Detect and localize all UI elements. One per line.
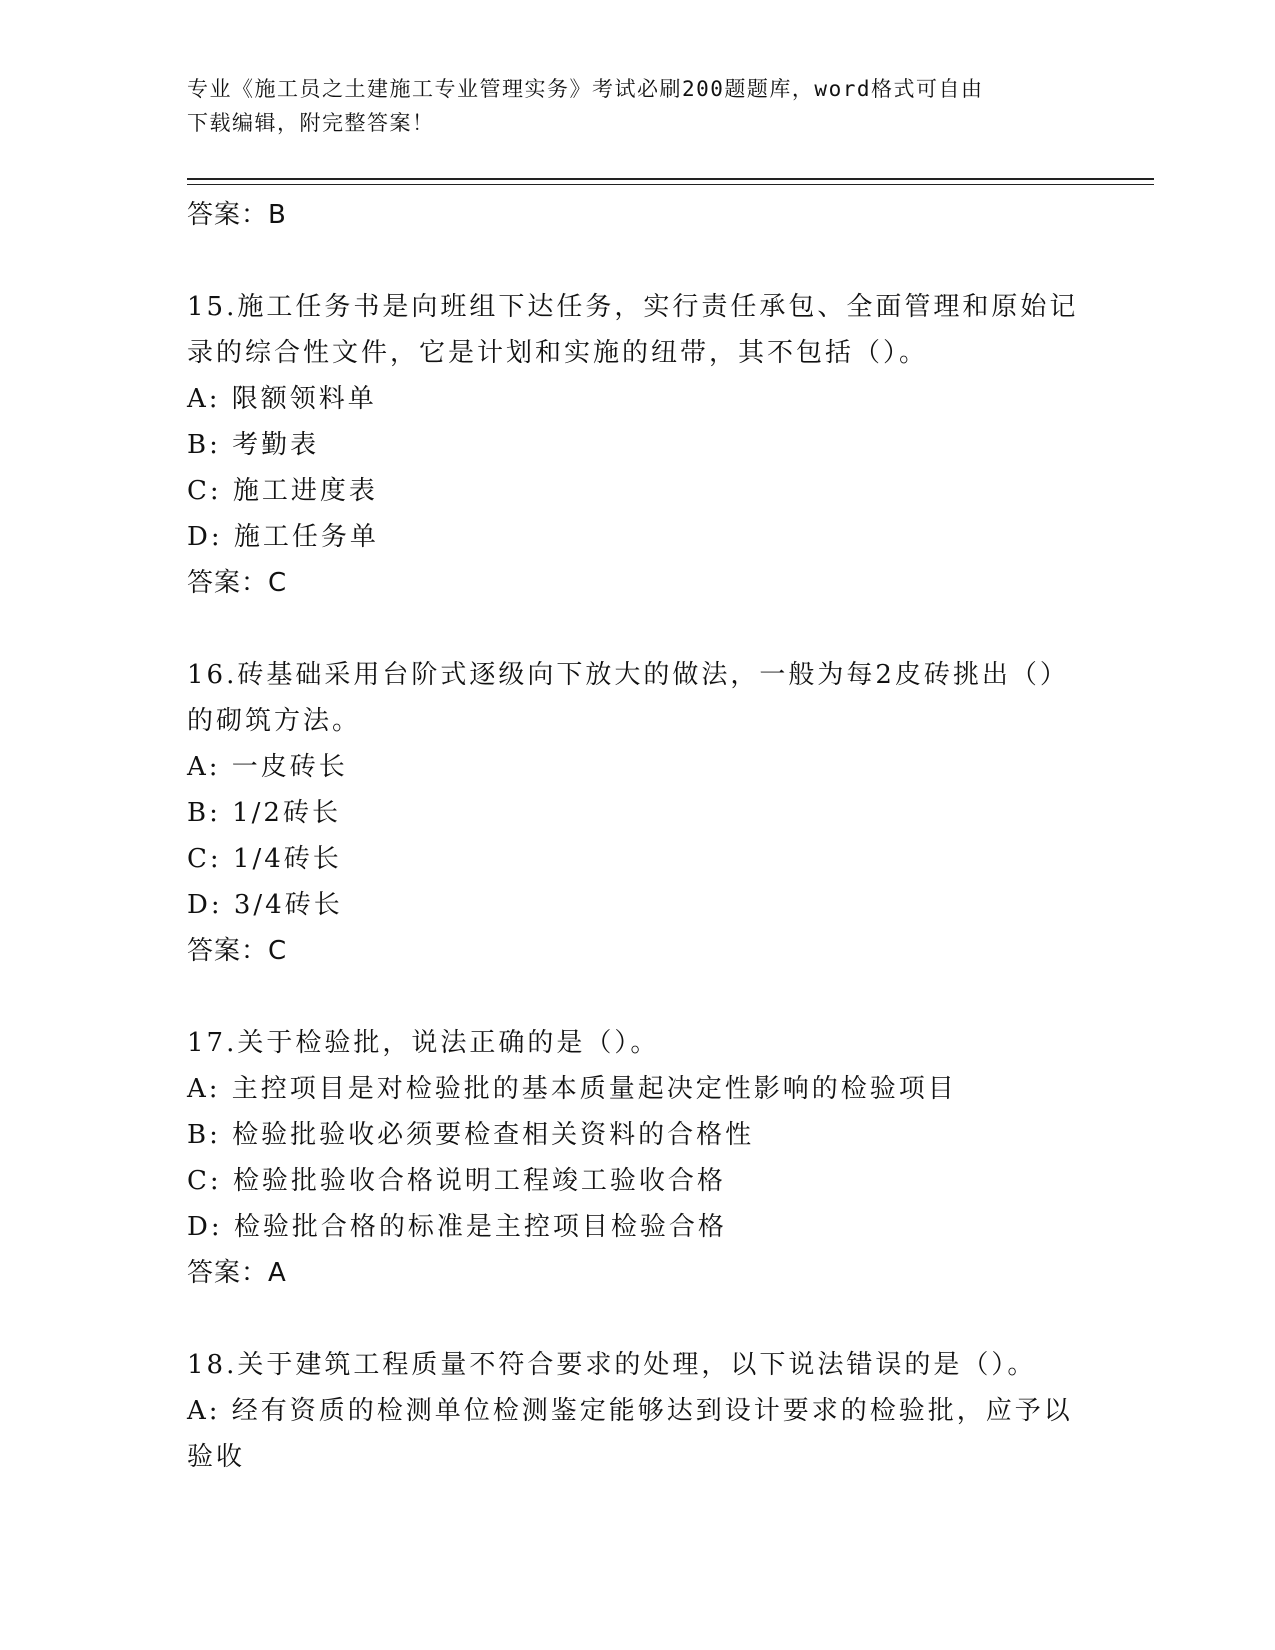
question-stem: 18.关于建筑工程质量不符合要求的处理，以下说法错误的是（）。 bbox=[187, 1350, 1037, 1380]
previous-answer: 答案：B bbox=[187, 200, 287, 230]
question-15 bbox=[187, 284, 1087, 606]
option-b: B: 1/2砖长 bbox=[187, 798, 341, 828]
question-18 bbox=[187, 1342, 1087, 1480]
option-a: A: 主控项目是对检验批的基本质量起决定性影响的检验项目 bbox=[187, 1074, 957, 1104]
option-a: A: 经有资质的检测单位检测鉴定能够达到设计要求的检验批，应予以 bbox=[187, 1396, 1073, 1426]
option-c: C: 1/4砖长 bbox=[187, 844, 342, 874]
option-d: D: 3/4砖长 bbox=[187, 890, 343, 920]
option-c: C: 施工进度表 bbox=[187, 476, 378, 506]
answer: 答案：C bbox=[187, 936, 288, 966]
question-stem: 录的综合性文件，它是计划和实施的纽带，其不包括（）。 bbox=[187, 338, 929, 368]
header-divider bbox=[187, 178, 1154, 180]
question-stem: 16.砖基础采用台阶式逐级向下放大的做法，一般为每2皮砖挑出（） bbox=[187, 660, 1069, 690]
document-header bbox=[187, 72, 1087, 140]
header-divider-thin bbox=[187, 184, 1154, 185]
header-line-2: 下载编辑，附完整答案！ bbox=[187, 111, 435, 135]
document-body bbox=[187, 192, 1087, 1480]
question-stem: 的砌筑方法。 bbox=[187, 706, 362, 736]
option-a: A: 限额领料单 bbox=[187, 384, 377, 414]
header-line-1: 专业《施工员之土建施工专业管理实务》考试必刷200题题库，word格式可自由 bbox=[187, 77, 984, 101]
option-d: D: 检验批合格的标准是主控项目检验合格 bbox=[187, 1212, 727, 1242]
option-d: D: 施工任务单 bbox=[187, 522, 379, 552]
question-17 bbox=[187, 1020, 1087, 1296]
option-c: C: 检验批验收合格说明工程竣工验收合格 bbox=[187, 1166, 726, 1196]
question-stem: 15.施工任务书是向班组下达任务，实行责任承包、全面管理和原始记 bbox=[187, 292, 1079, 322]
option-b: B: 考勤表 bbox=[187, 430, 320, 460]
option-a-continued: 验收 bbox=[187, 1442, 246, 1472]
question-16 bbox=[187, 652, 1087, 974]
option-a: A: 一皮砖长 bbox=[187, 752, 348, 782]
answer: 答案：C bbox=[187, 568, 288, 598]
answer: 答案：A bbox=[187, 1258, 287, 1288]
question-stem: 17.关于检验批，说法正确的是（）。 bbox=[187, 1028, 660, 1058]
option-b: B: 检验批验收必须要检查相关资料的合格性 bbox=[187, 1120, 755, 1150]
